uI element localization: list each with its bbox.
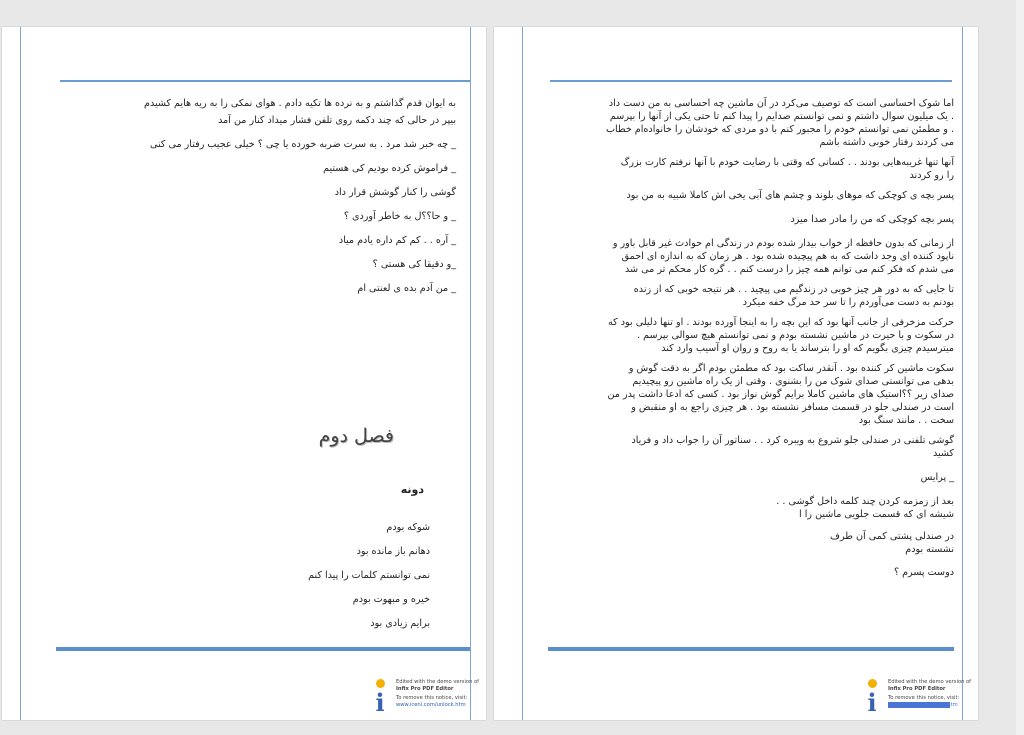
text-line: می کردند رفتار خوبی داشته باشم xyxy=(819,137,954,148)
text-line: _ آره . . کم کم داره یادم میاد xyxy=(338,235,456,246)
page-margin-line-right xyxy=(962,27,963,720)
text-line: بودنم به دست می‌آوردم را تا سر حد مرگ خفه میکرد xyxy=(742,297,954,308)
paragraph xyxy=(514,156,954,182)
infix-logo-icon: i xyxy=(370,679,390,713)
text-line: بعد از زمزمه کردن چند کلمه داخل گوشی . . xyxy=(776,496,954,507)
top-rule xyxy=(550,80,952,82)
paragraph xyxy=(514,97,954,149)
text-line: حرکت مزخرفی از جانب آنها بود که این بچه را به اینجا آورده بودند . او تنها دلیلی بود که xyxy=(608,317,954,328)
demo-watermark xyxy=(396,679,492,708)
paragraph xyxy=(514,495,954,521)
text-line: اما شوک احساسی است که توصیف می‌کرد در آن ماشین چه احساسی به من دست داد xyxy=(608,98,954,109)
poem-line: شوکه بودم xyxy=(386,522,430,533)
watermark-link[interactable]: www.iceni.com/unlock.htm xyxy=(396,701,466,708)
text-line: ناپود کننده ای وجد داشت که به هم پیچیده شده بود . هر زمان که به اندازه ای احمق xyxy=(621,251,954,262)
text-line: به ایوان قدم گذاشتم و به نرده ها تکیه دادم . هوای نمکی را به ریه هایم کشیدم xyxy=(144,98,456,109)
paragraph xyxy=(514,283,954,309)
text-line: بیپر در حالی که چند دکمه روی تلفن فشار میداد کنار من آمد xyxy=(218,115,456,126)
right-page xyxy=(494,27,978,720)
text-line: نشسته بودم xyxy=(905,544,954,555)
text-line: پسر بچه کوچکی که من را مادر صدا میزد xyxy=(790,214,954,225)
text-line: آنها تنها غریبه‌هایی بودند . . کسانی که وقتی با رضایت خودم با آنها نرفتم کارت بزرگ xyxy=(620,157,954,168)
text-line: گوشی تلفنی در صندلی جلو شروع به ویبره کرد . . سناتور آن را جواب داد و فریاد xyxy=(631,435,954,446)
vertical-scrollbar[interactable] xyxy=(1016,0,1024,735)
paragraph xyxy=(514,189,954,202)
text-line: سخت . . مانند سنگ بود xyxy=(858,415,954,426)
text-line: _ پرایس xyxy=(920,472,954,483)
chapter-title: فصل دوم xyxy=(318,425,394,447)
paragraph xyxy=(514,213,954,226)
left-page xyxy=(2,27,486,720)
text-line: سکوت ماشین کر کننده بود . آنقدر ساکت بود که مطمئن بودم اگر به دقت گوش و xyxy=(628,363,954,374)
text-line: _ و حا؟؟ل به خاطر آوردی ؟ xyxy=(343,211,456,222)
paragraph xyxy=(514,530,954,556)
watermark-link[interactable]: www.iceni.com/unlock.htm xyxy=(888,701,958,708)
text-line: صدای زیر ؟؟استیک های ماشین کاملا برایم گوش نواز بود . کسی که ادعا داشت پدر من xyxy=(607,389,954,400)
bottom-rule xyxy=(56,647,470,651)
text-line: _ فراموش کرده بودیم کی هستیم xyxy=(323,163,456,174)
text-line: تا جایی که به دور هر چیز خوبی در زندگیم می پیچید . . هر نتیجه خوبی که از زنده xyxy=(633,284,954,295)
text-line: _ من آدم بده ی لعنتی ام xyxy=(357,283,456,294)
text-line: را رو کردند xyxy=(909,170,954,181)
section-heading: دونه xyxy=(400,483,424,496)
text-line: دوست پسرم ؟ xyxy=(893,567,954,578)
poem-line: نمی توانستم کلمات را پیدا کنم xyxy=(308,570,430,581)
paragraph xyxy=(514,471,954,484)
poem-line: خیره و مبهوت بودم xyxy=(352,594,430,605)
infix-logo-icon: i xyxy=(862,679,882,713)
right-paragraphs xyxy=(514,97,954,579)
text-line: از زمانی که بدون حافظه از خواب بیدار شده بودم در زندگی ام حوادث غیر قابل باور و xyxy=(612,238,954,249)
text-line: می شدم که فکر کنم می توانم همه چیز را درست کنم . . گره کار محکم تر می شد xyxy=(625,264,954,275)
watermark-line: Edited with the demo version of xyxy=(888,679,972,685)
text-line: شیشه ای که قسمت جلویی ماشین را ا xyxy=(799,509,954,520)
text-line: بدهی می توانستی صدای شوک من را بشنوی . وقتی از یک راه ماشین رو پیچیدیم xyxy=(632,376,954,387)
page-margin-line-right xyxy=(470,27,471,720)
left-lines xyxy=(36,97,456,295)
watermark-line: To remove this notice, visit: xyxy=(396,695,468,701)
paragraph xyxy=(514,316,954,355)
text-line: در صندلی پشتی کمی آن طرف xyxy=(830,531,954,542)
paragraph xyxy=(514,434,954,460)
poem-lines xyxy=(130,521,430,630)
paragraph xyxy=(514,237,954,276)
paragraph xyxy=(514,362,954,427)
page-margin-line-left xyxy=(20,27,21,720)
text-line: در سکوت و با حیرت در ماشین نشسته بودم و نمی توانستم هیچ سوالی بپرسم . xyxy=(637,330,954,341)
text-line: پسر بچه ی کوچکی که موهای بلوند و چشم های آبی یخی اش کاملا شبیه به من بود xyxy=(626,190,954,201)
watermark-line: Infix Pro PDF Editor xyxy=(888,685,946,692)
watermark-line: Edited with the demo version of xyxy=(396,679,480,685)
bottom-rule xyxy=(548,647,954,651)
poem-line: دهانم باز مانده بود xyxy=(356,546,430,557)
text-line: . و مطمئن نمی توانستم خودم را مجبور کنم با دو مردی که خودشان را خانواده‌ام خطاب xyxy=(606,124,954,135)
top-rule xyxy=(60,80,470,82)
watermark-line: Infix Pro PDF Editor xyxy=(396,685,454,692)
watermark-line: To remove this notice, visit: xyxy=(888,695,960,701)
text-line: _و دقیقا کی هستی ؟ xyxy=(372,259,456,270)
text-line: _ چه خبر شد مرد . به سرت ضربه خورده یا چی ؟ خیلی عجیب رفتار می کنی xyxy=(149,139,456,150)
text-line: است در صندلی جلو در قسمت مسافر نشسته بود . هر چیزی راجع به او منقبض و xyxy=(631,402,954,413)
text-line: کشید xyxy=(932,448,954,459)
poem-line: برایم زیادی بود xyxy=(370,618,430,629)
text-line: گوشی را کنار گوشش قرار داد xyxy=(334,187,456,198)
paragraph xyxy=(514,566,954,579)
text-line: . یک میلیون سوال داشتم و نمی توانستم صدایم را پیدا کنم تا حتی یکی از آنها را بپرسم xyxy=(609,111,954,122)
demo-watermark xyxy=(888,679,984,708)
text-line: میترسیدم چیزی بگویم که او را بترساند یا به روح و روان او آسیب وارد کند xyxy=(661,343,954,354)
